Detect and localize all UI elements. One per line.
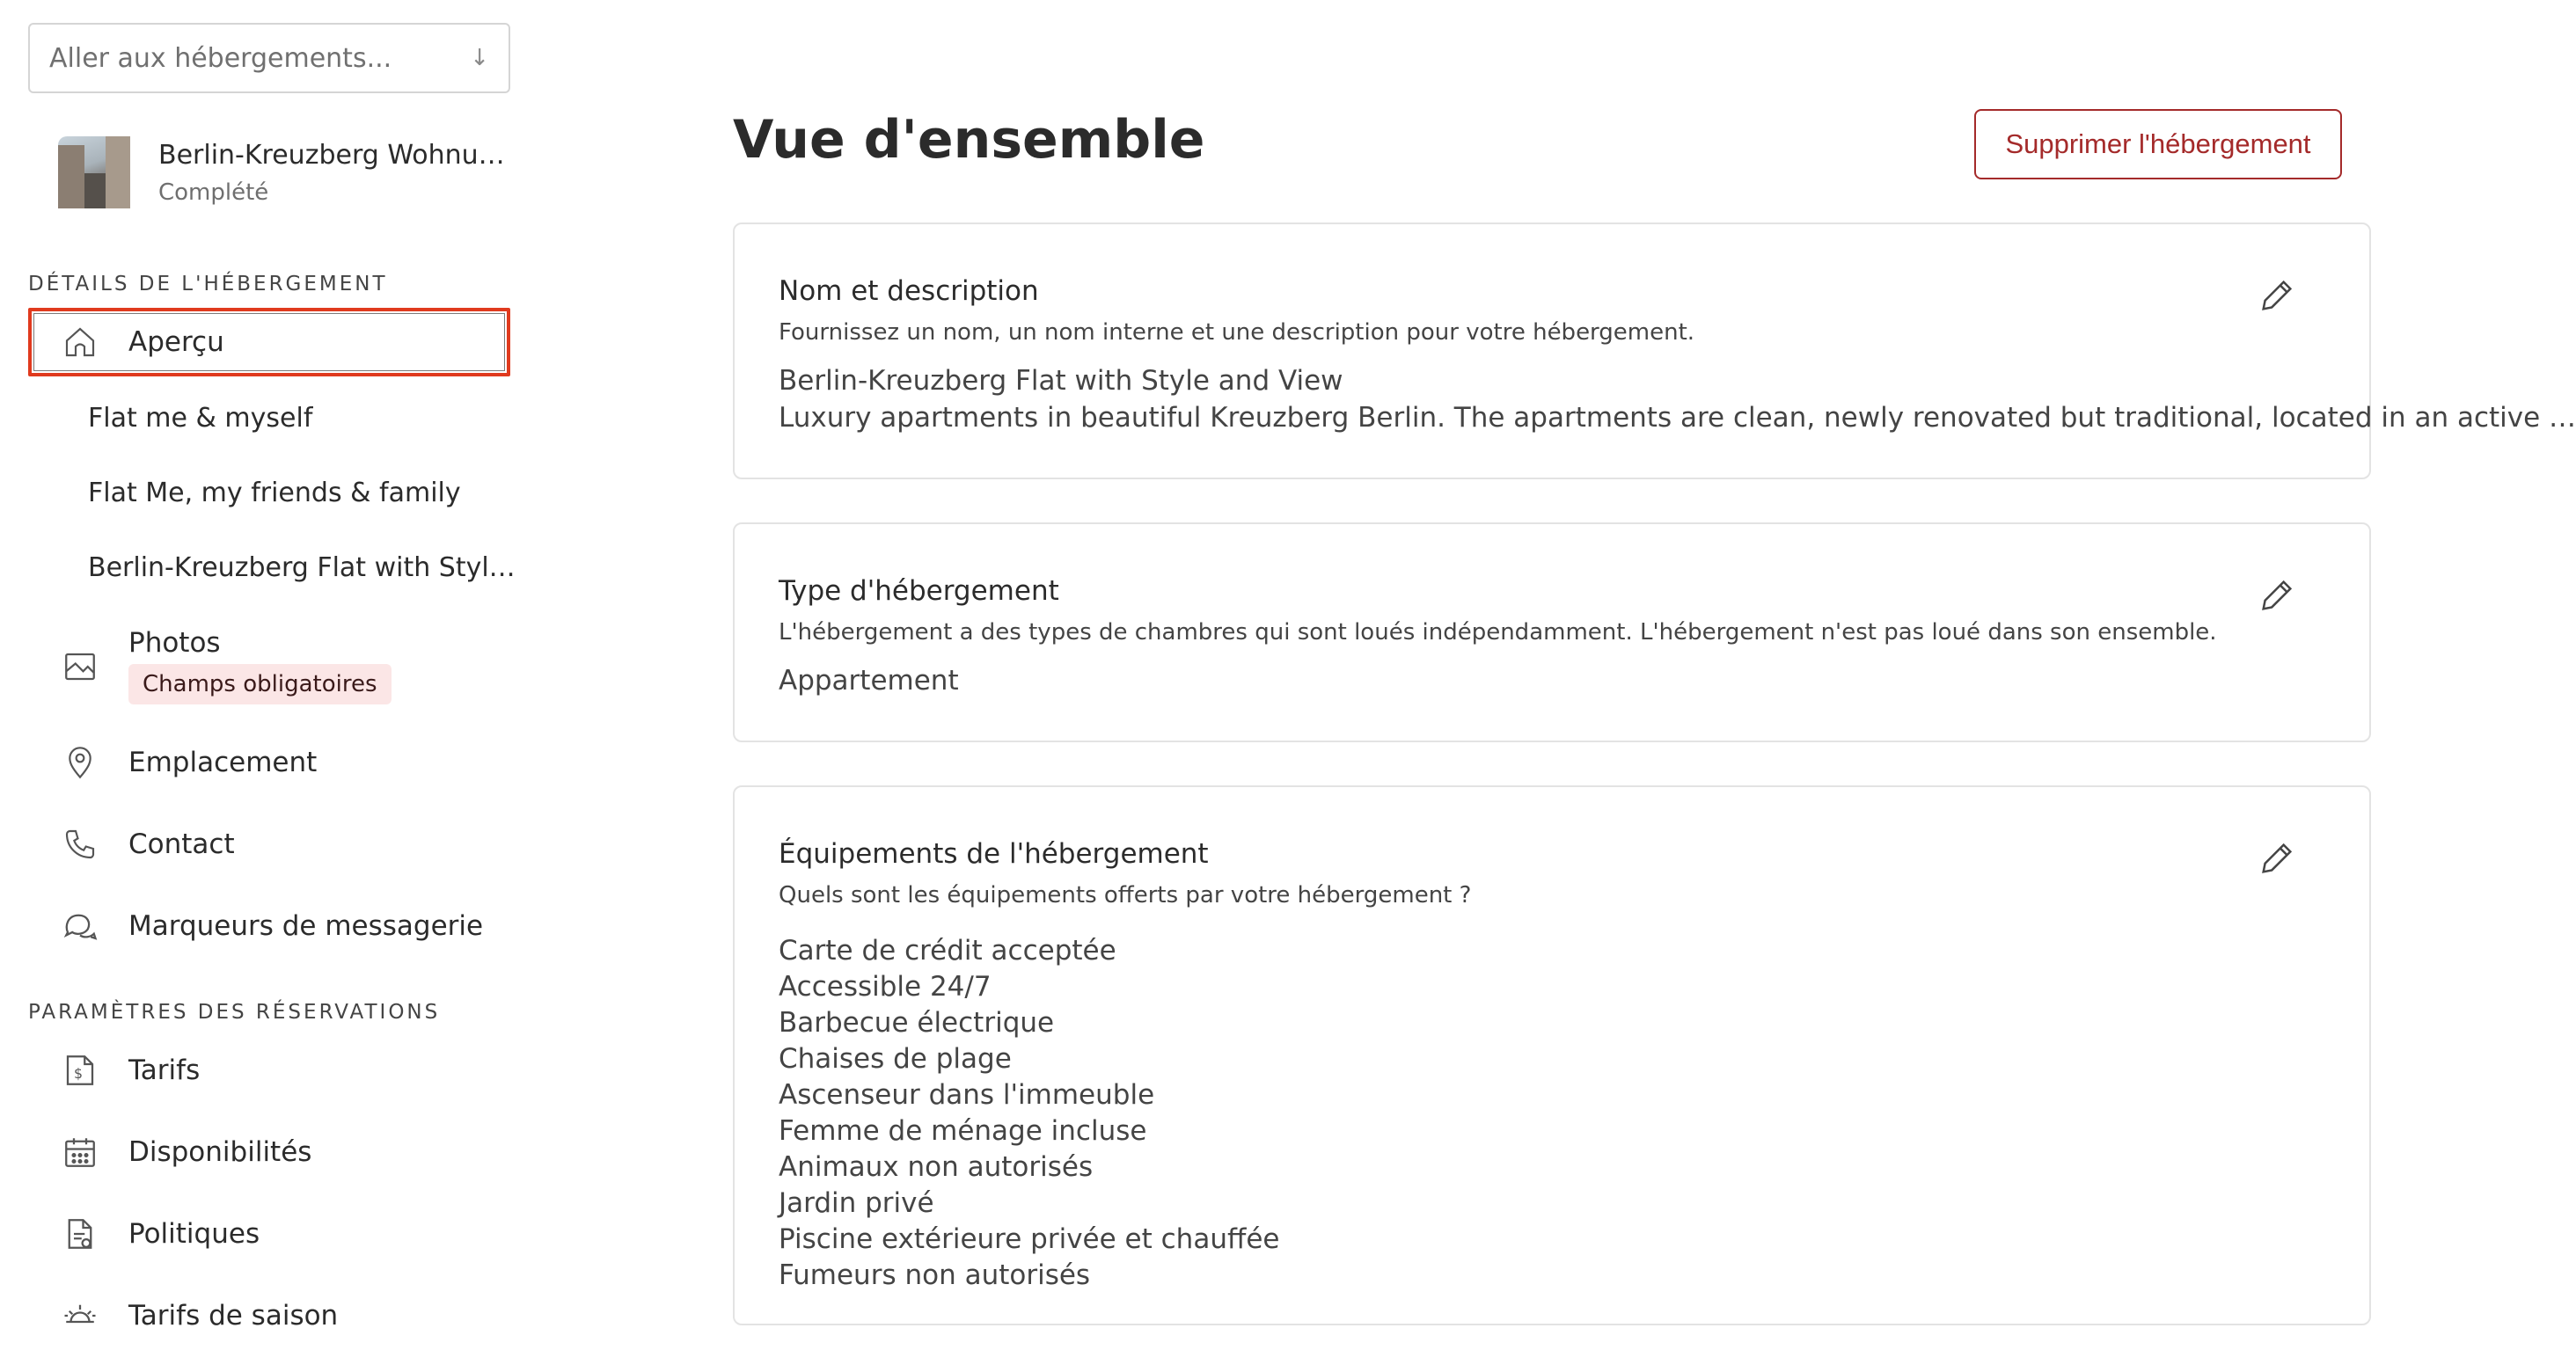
sidebar-item-photos[interactable]: [28, 620, 510, 717]
sidebar-item-location[interactable]: [28, 728, 510, 797]
page-title: Vue d'ensemble: [733, 109, 1205, 171]
amenity-item: Accessible 24/7: [779, 971, 992, 1003]
sidebar-item-label: Politiques: [128, 1218, 260, 1250]
sidebar-item-label: Disponibilités: [128, 1136, 312, 1168]
edit-name-button[interactable]: [2255, 274, 2299, 317]
sidebar-item-overview[interactable]: [28, 308, 510, 376]
amenity-item: Ascenseur dans l'immeuble: [779, 1079, 1155, 1111]
sidebar-item-label: Marqueurs de messagerie: [128, 910, 484, 942]
home-icon: [60, 322, 100, 362]
sidebar-item-label: Tarifs de saison: [128, 1300, 339, 1332]
required-fields-badge: Champs obligatoires: [128, 664, 392, 704]
sidebar: [0, 0, 563, 1332]
pencil-icon: [2257, 838, 2297, 879]
sidebar-item-label: Tarifs: [128, 1054, 201, 1086]
sidebar-item-policies[interactable]: [28, 1200, 510, 1268]
sidebar-subitem-room-1[interactable]: Flat me & myself: [88, 403, 313, 434]
property-status: Complété: [158, 179, 269, 206]
property-description-value: Luxury apartments in beautiful Kreuzberg Berlin. The apartments are clean, newly renovated but traditional, located in an active …: [779, 402, 2576, 434]
amenity-item: Femme de ménage incluse: [779, 1115, 1147, 1147]
pencil-icon: [2257, 575, 2297, 616]
sidebar-item-rates[interactable]: [28, 1036, 510, 1105]
current-property[interactable]: [58, 136, 505, 208]
sidebar-item-label: Photos: [128, 627, 221, 659]
card-subtitle: Fournissez un nom, un nom interne et une description pour votre hébergement.: [779, 319, 1695, 346]
image-icon: [60, 646, 100, 687]
amenity-list: [779, 933, 1279, 1294]
card-subtitle: Quels sont les équipements offerts par votre hébergement ?: [779, 882, 1472, 909]
amenity-item: Fumeurs non autorisés: [779, 1259, 1091, 1291]
card-title: Nom et description: [779, 275, 1039, 307]
goto-property-placeholder: Aller aux hébergements...: [49, 42, 392, 74]
property-type-value: Appartement: [779, 665, 959, 697]
delete-property-button[interactable]: Supprimer l'hébergement: [1974, 109, 2342, 179]
goto-property-select[interactable]: [28, 23, 510, 93]
card-subtitle: L'hébergement a des types de chambres qui sont loués indépendamment. L'hébergement n'est pas loué dans son ensemble.: [779, 619, 2217, 646]
property-name-value: Berlin-Kreuzberg Flat with Style and View: [779, 365, 1343, 397]
section-label-details: DÉTAILS DE L'HÉBERGEMENT: [28, 273, 388, 296]
edit-amenities-button[interactable]: [2255, 836, 2299, 880]
sidebar-item-availability[interactable]: [28, 1118, 510, 1186]
calendar-icon: [60, 1132, 100, 1172]
amenity-item: Chaises de plage: [779, 1043, 1012, 1075]
amenity-item: Animaux non autorisés: [779, 1151, 1094, 1183]
amenity-item: Jardin privé: [779, 1187, 934, 1219]
chevron-down-icon: ↓: [470, 45, 489, 71]
sidebar-item-messaging[interactable]: [28, 892, 510, 960]
card-title: Équipements de l'hébergement: [779, 838, 1209, 870]
property-type-card: [733, 522, 2371, 742]
sidebar-subitem-room-3[interactable]: Berlin-Kreuzberg Flat with Styl…: [88, 552, 516, 583]
property-thumbnail: [58, 136, 130, 208]
amenity-item: Carte de crédit acceptée: [779, 935, 1116, 967]
location-pin-icon: [60, 742, 100, 783]
property-name: Berlin-Kreuzberg Wohnu…: [158, 139, 505, 171]
svg-text:$: $: [74, 1064, 84, 1082]
sidebar-subitem-room-2[interactable]: Flat Me, my friends & family: [88, 478, 461, 508]
name-description-card: [733, 223, 2576, 479]
section-label-booking: PARAMÈTRES DES RÉSERVATIONS: [28, 1001, 441, 1024]
sidebar-item-seasonal-rates[interactable]: [28, 1281, 510, 1350]
price-tag-icon: [60, 1050, 100, 1091]
amenity-item: Piscine extérieure privée et chauffée: [779, 1223, 1280, 1255]
chat-bubbles-icon: [60, 906, 100, 946]
sidebar-item-label: Aperçu: [128, 326, 224, 358]
document-icon: [60, 1214, 100, 1254]
sidebar-item-label: Emplacement: [128, 747, 318, 778]
card-title: Type d'hébergement: [779, 575, 1059, 607]
phone-icon: [60, 824, 100, 865]
pencil-icon: [2257, 275, 2297, 316]
sidebar-item-label: Contact: [128, 828, 235, 860]
edit-type-button[interactable]: [2255, 573, 2299, 617]
amenities-card: [733, 785, 2371, 1325]
amenity-item: Barbecue électrique: [779, 1007, 1055, 1039]
sun-icon: [60, 1295, 100, 1336]
sidebar-item-contact[interactable]: [28, 810, 510, 879]
